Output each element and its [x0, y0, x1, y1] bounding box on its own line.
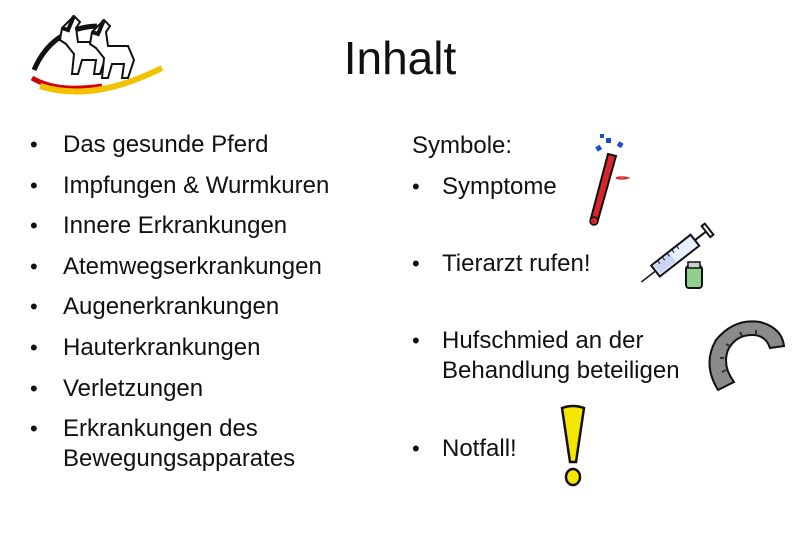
list-item: • Verletzungen — [30, 374, 410, 404]
exclamation-icon — [556, 404, 590, 488]
list-item: • Erkrankungen des Bewegungsapparates — [30, 414, 410, 474]
list-item: • Das gesunde Pferd — [30, 130, 410, 160]
list-item: • Augenerkrankungen — [30, 292, 410, 322]
symbol-item-farrier: • Hufschmied an der Behandlung beteiligen — [412, 326, 722, 386]
list-item: • Impfungen & Wurmkuren — [30, 171, 410, 201]
horseshoe-icon — [700, 318, 786, 396]
list-item: • Hauterkrankungen — [30, 333, 410, 363]
symbols-heading: Symbole: — [412, 132, 513, 159]
syringe-icon — [628, 212, 724, 298]
symbol-item-vet: • Tierarzt rufen! — [412, 249, 742, 279]
page-title: Inhalt — [343, 32, 457, 84]
symbol-item-emergency: • Notfall! — [412, 434, 742, 464]
symbol-item-symptoms: • Symptome — [412, 172, 742, 202]
list-item: • Atemwegserkrankungen — [30, 252, 410, 282]
topics-list — [30, 130, 410, 485]
list-item: • Innere Erkrankungen — [30, 211, 410, 241]
